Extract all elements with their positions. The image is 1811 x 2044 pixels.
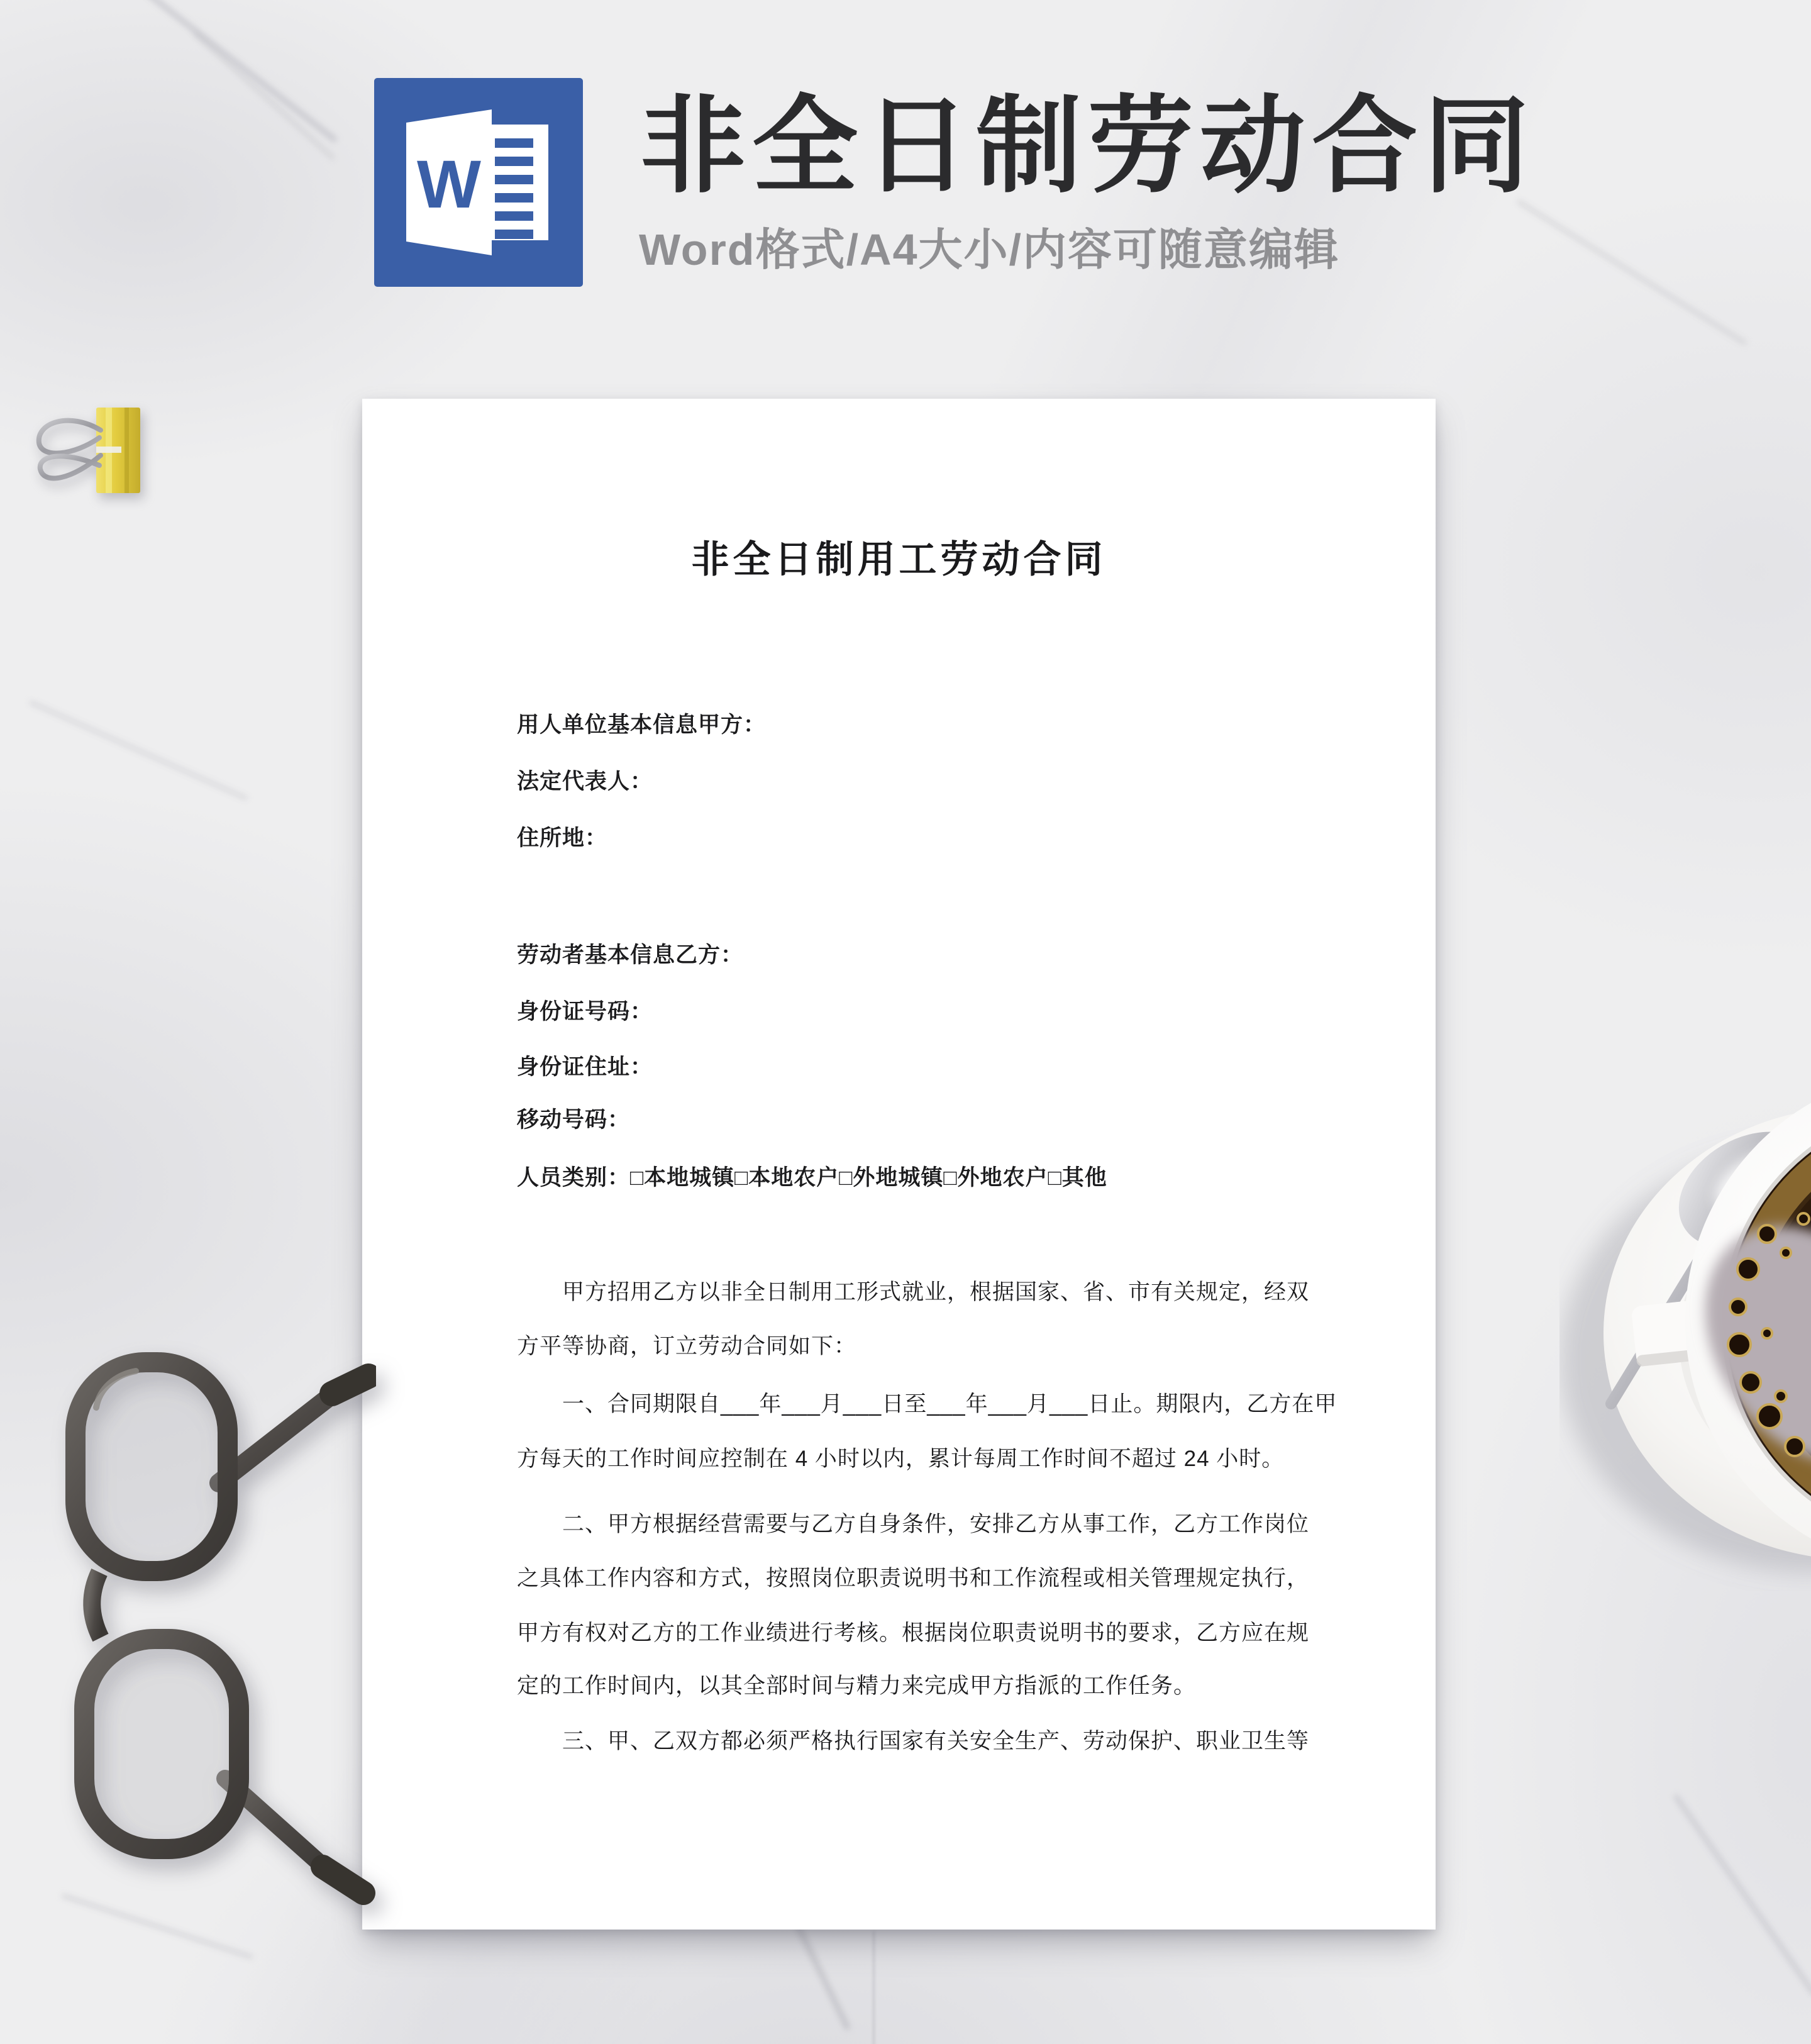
- binder-clip-handle-top: [39, 421, 101, 453]
- marble-vein: [77, 0, 338, 143]
- doc-body-line: 之具体工作内容和方式，按照岗位职责说明书和工作流程或相关管理规定执行，: [517, 1566, 1310, 1591]
- word-icon-letter: W: [417, 146, 481, 222]
- marble-vein: [1673, 1794, 1811, 1997]
- glasses-lens-bottom: [84, 1639, 239, 1849]
- doc-body-line: 三、甲、乙双方都必须严格执行国家有关安全生产、劳动保护、职业卫生等: [562, 1729, 1310, 1753]
- binder-clip-handle-bottom: [40, 455, 101, 478]
- banner-subtitle: Word格式/A4大小/内容可随意编辑: [639, 225, 1339, 274]
- doc-info-line: 人员类别：□本地城镇□本地农户□外地城镇□外地农户□其他: [517, 1165, 1107, 1190]
- document-page: [362, 399, 1436, 1930]
- binder-clip: [25, 397, 157, 508]
- doc-body-line: 二、甲方根据经营需要与乙方自身条件，安排乙方从事工作，乙方工作岗位: [562, 1512, 1310, 1536]
- doc-info-line: 住所地：: [517, 826, 608, 850]
- glasses-temple-bottom-tip: [323, 1867, 363, 1893]
- doc-info-line: 用人单位基本信息甲方：: [517, 713, 767, 737]
- doc-info-line: 劳动者基本信息乙方：: [517, 943, 744, 967]
- marble-vein: [28, 700, 248, 801]
- doc-info-line: 身份证号码：: [517, 999, 653, 1024]
- coffee-cup: [1559, 1069, 1811, 1591]
- doc-body-line: 甲方招用乙方以非全日制用工形式就业，根据国家、省、市有关规定，经双: [562, 1280, 1310, 1304]
- glasses: [36, 1332, 376, 1930]
- banner-title: 非全日制劳动合同: [640, 87, 1536, 205]
- doc-info-line: 移动号码：: [517, 1108, 631, 1132]
- doc-info-line: 法定代表人：: [517, 769, 653, 794]
- doc-info-line: 身份证住址：: [517, 1055, 653, 1079]
- marble-vein: [873, 1931, 875, 2044]
- glasses-bridge: [92, 1572, 101, 1638]
- doc-body-line: 一、合同期限自___年___月___日至___年___月___日止。期限内，乙方在甲: [562, 1392, 1337, 1416]
- doc-body-line: 方每天的工作时间应控制在 4 小时以内，累计每周工作时间不超过 24 小时。: [517, 1447, 1285, 1471]
- word-icon: [374, 78, 583, 287]
- document-title: 非全日制用工劳动合同: [691, 538, 1107, 580]
- doc-body-line: 定的工作时间内，以其全部时间与精力来完成甲方指派的工作任务。: [517, 1674, 1197, 1698]
- marble-vein: [193, 31, 335, 160]
- doc-body-line: 方平等协商，订立劳动合同如下：: [517, 1334, 857, 1358]
- doc-body-line: 甲方有权对乙方的工作业绩进行考核。根据岗位职责说明书的要求，乙方应在规: [517, 1621, 1310, 1645]
- glasses-temple-top-tip: [332, 1376, 368, 1394]
